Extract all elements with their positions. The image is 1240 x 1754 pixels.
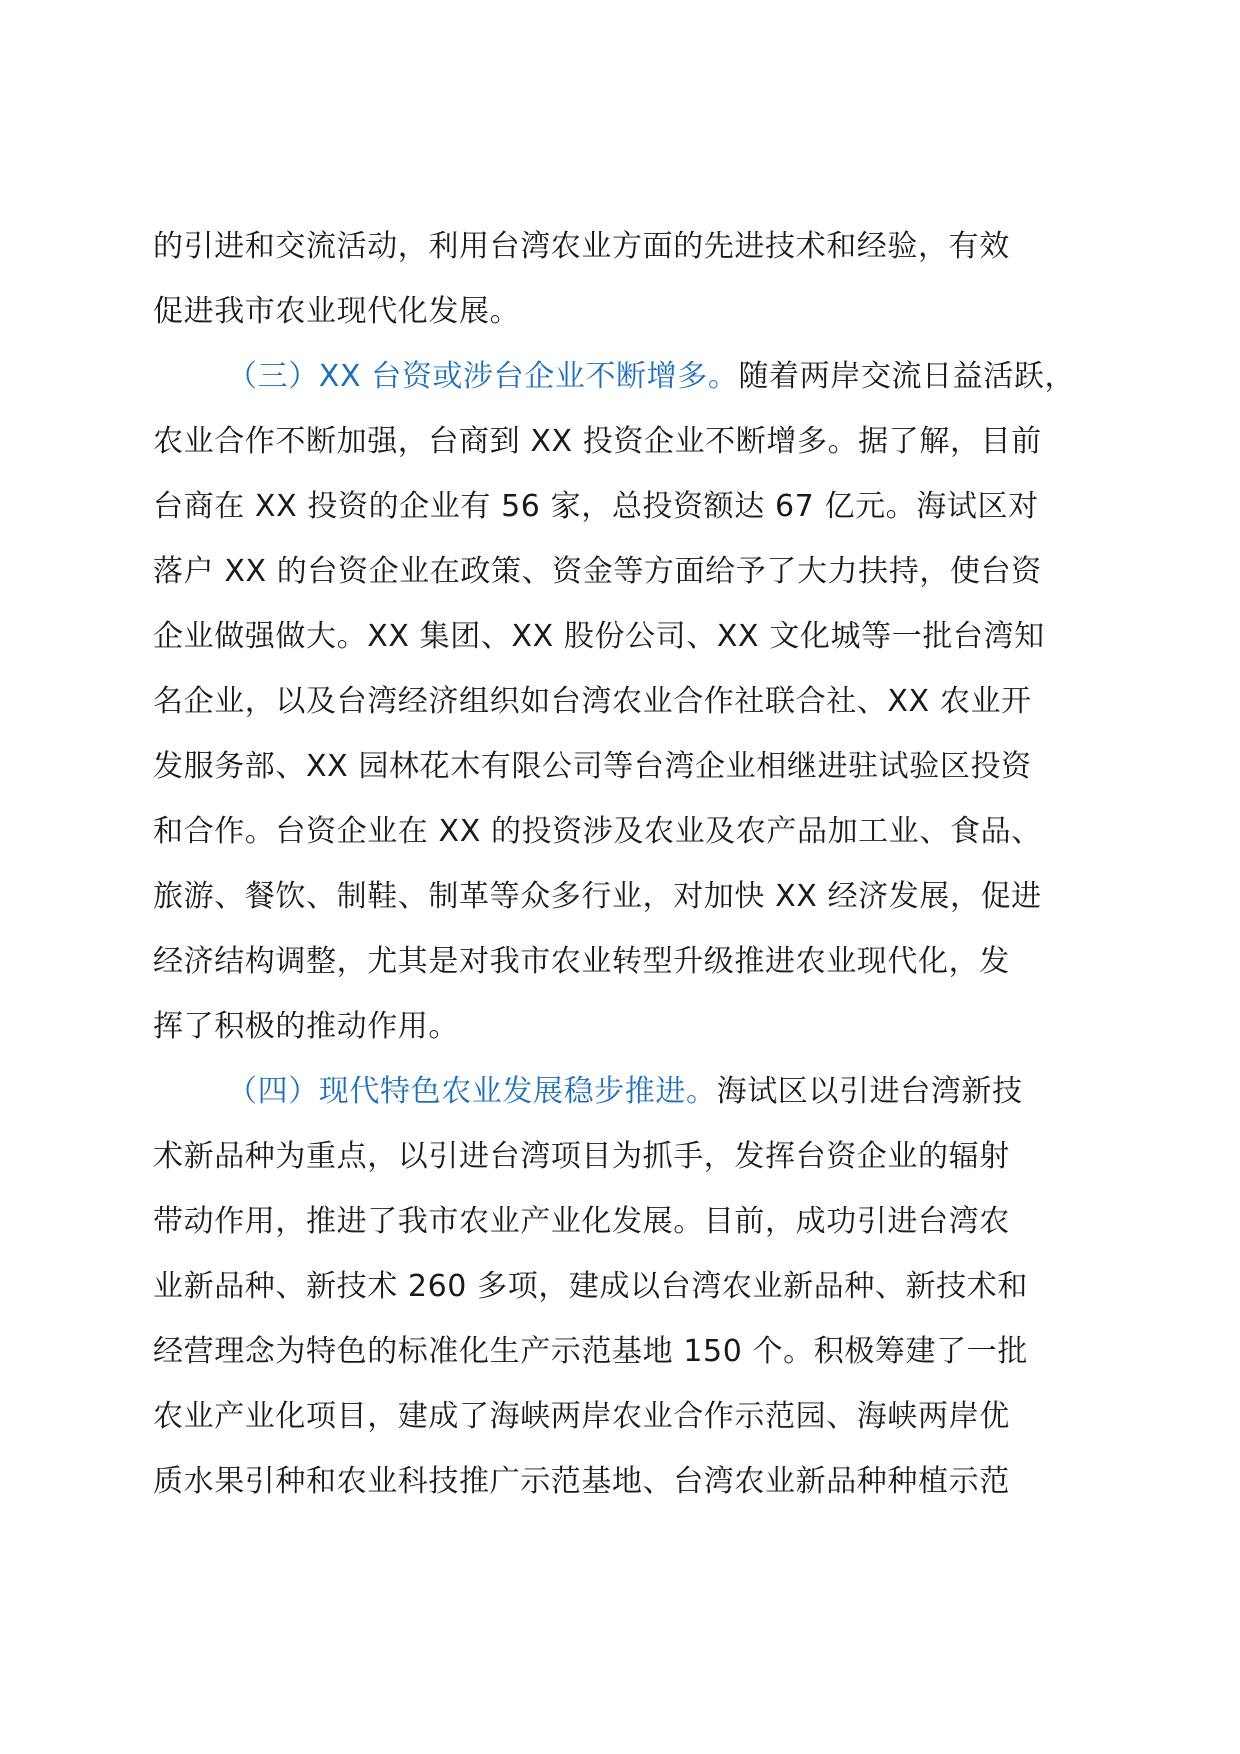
text-line: 落户 XX 的台资企业在政策、资金等方面给予了大力扶持，使台资 <box>153 554 1042 589</box>
section-4-first-line-text: 海试区以引进台湾新技 <box>716 1074 1023 1109</box>
text-line: 和合作。台资企业在 XX 的投资涉及农业及农产品加工业、食品、 <box>153 814 1042 849</box>
section-3-first-line-text: 随着两岸交流日益活跃， <box>738 359 1076 394</box>
text-line: 的引进和交流活动，利用台湾农业方面的先进技术和经验，有效 <box>153 229 1010 264</box>
paragraph-section-4 <box>153 1059 1113 1514</box>
text-line: 台商在 XX 投资的企业有 56 家，总投资额达 67 亿元。海试区对 <box>153 489 1039 524</box>
text-line: 业新品种、新技术 260 多项，建成以台湾农业新品种、新技术和 <box>153 1269 1028 1304</box>
text-line: 名企业，以及台湾经济组织如台湾农业合作社联合社、XX 农业开 <box>153 684 1032 719</box>
text-line: 经营理念为特色的标准化生产示范基地 150 个。积极筹建了一批 <box>153 1334 1028 1369</box>
section-4-heading: （四）现代特色农业发展稳步推进。 <box>227 1074 717 1109</box>
text-line: 质水果引种和农业科技推广示范基地、台湾农业新品种种植示范 <box>153 1464 1010 1499</box>
text-line: 促进我市农业现代化发展。 <box>153 294 521 329</box>
paragraph-continued <box>153 214 1113 344</box>
document-page <box>153 214 1113 1514</box>
text-line: 农业合作不断加强，台商到 XX 投资企业不断增多。据了解，目前 <box>153 424 1042 459</box>
text-line: 术新品种为重点，以引进台湾项目为抓手，发挥台资企业的辐射 <box>153 1139 1010 1174</box>
section-3-first-line <box>153 344 1113 409</box>
section-3-heading: （三）XX 台资或涉台企业不断增多。 <box>227 359 739 394</box>
text-line: 企业做强做大。XX 集团、XX 股份公司、XX 文化城等一批台湾知 <box>153 619 1045 654</box>
text-line: 经济结构调整，尤其是对我市农业转型升级推进农业现代化，发 <box>153 944 1010 979</box>
section-4-first-line <box>153 1059 1113 1124</box>
text-line: 农业产业化项目，建成了海峡两岸农业合作示范园、海峡两岸优 <box>153 1399 1010 1434</box>
text-line: 挥了积极的推动作用。 <box>153 1009 459 1044</box>
text-line: 带动作用，推进了我市农业产业化发展。目前，成功引进台湾农 <box>153 1204 1010 1239</box>
text-line: 发服务部、XX 园林花木有限公司等台湾企业相继进驻试验区投资 <box>153 749 1032 784</box>
paragraph-section-3 <box>153 344 1113 1059</box>
text-line: 旅游、餐饮、制鞋、制革等众多行业，对加快 XX 经济发展，促进 <box>153 879 1042 914</box>
